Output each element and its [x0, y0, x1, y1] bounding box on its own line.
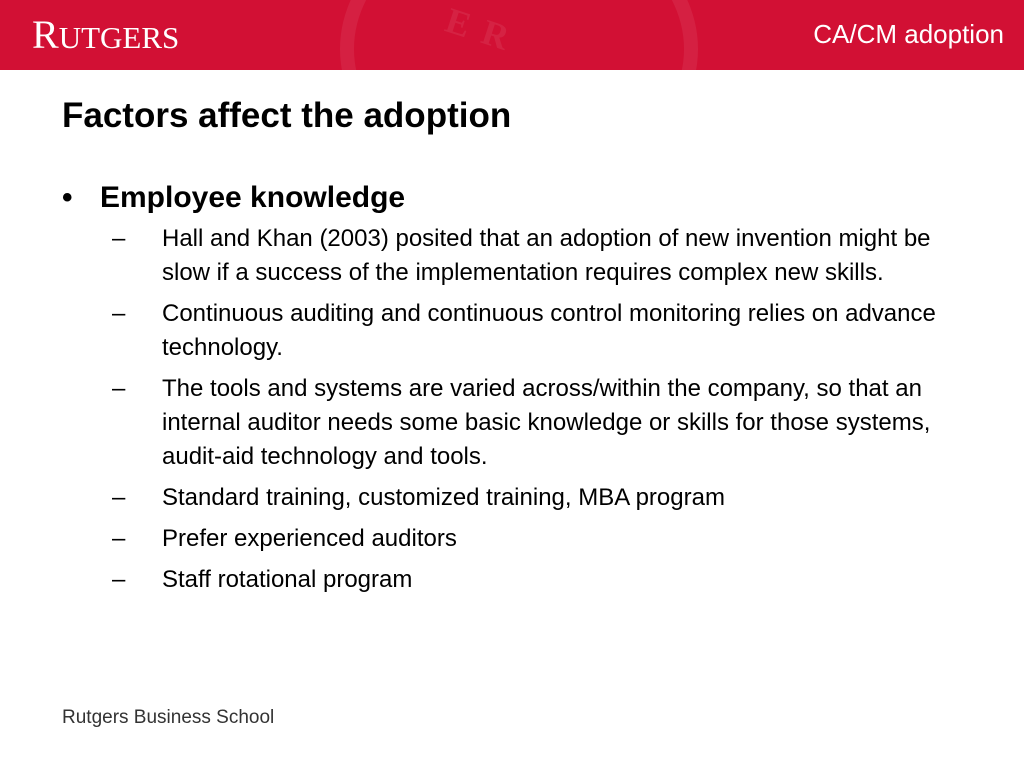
footer-text: Rutgers Business School — [62, 707, 275, 728]
slide-content — [62, 178, 972, 604]
bullet-item — [62, 178, 972, 218]
dash-icon: – — [112, 225, 126, 252]
bullet-label: Employee knowledge — [100, 181, 406, 214]
dash-icon: – — [112, 566, 126, 593]
dash-icon: – — [112, 375, 126, 402]
sub-bullet-text: Prefer experienced auditors — [162, 525, 457, 552]
sub-bullet-item — [62, 222, 972, 290]
sub-bullet-item — [62, 522, 972, 556]
dash-icon: – — [112, 484, 126, 511]
bullet-dot-icon: • — [62, 181, 73, 214]
seal-watermark-lettering: ER — [440, 0, 528, 63]
sub-bullet-item — [62, 372, 972, 474]
sub-bullet-text: Staff rotational program — [162, 566, 413, 593]
dash-icon: – — [112, 300, 126, 327]
sub-bullet-item — [62, 297, 972, 365]
sub-bullet-text: Continuous auditing and continuous control monitoring relies on advance technology. — [162, 300, 936, 361]
sub-bullet-text: Standard training, customized training, MBA program — [162, 484, 725, 511]
header-bar — [0, 0, 1024, 70]
sub-bullet-item — [62, 481, 972, 515]
slide-title: Factors affect the adoption — [62, 96, 512, 135]
sub-bullet-list — [62, 222, 972, 597]
header-title: CA/CM adoption — [813, 19, 1004, 49]
rutgers-logo: RUTGERS — [32, 12, 180, 57]
dash-icon: – — [112, 525, 126, 552]
sub-bullet-text: The tools and systems are varied across/within the company, so that an internal auditor needs some basic knowledge or skills for those systems, audit-aid technology and tools. — [162, 375, 931, 470]
sub-bullet-text: Hall and Khan (2003) posited that an adoption of new invention might be slow if a success of the implementation requires complex new skills. — [162, 225, 931, 286]
sub-bullet-item — [62, 563, 972, 597]
